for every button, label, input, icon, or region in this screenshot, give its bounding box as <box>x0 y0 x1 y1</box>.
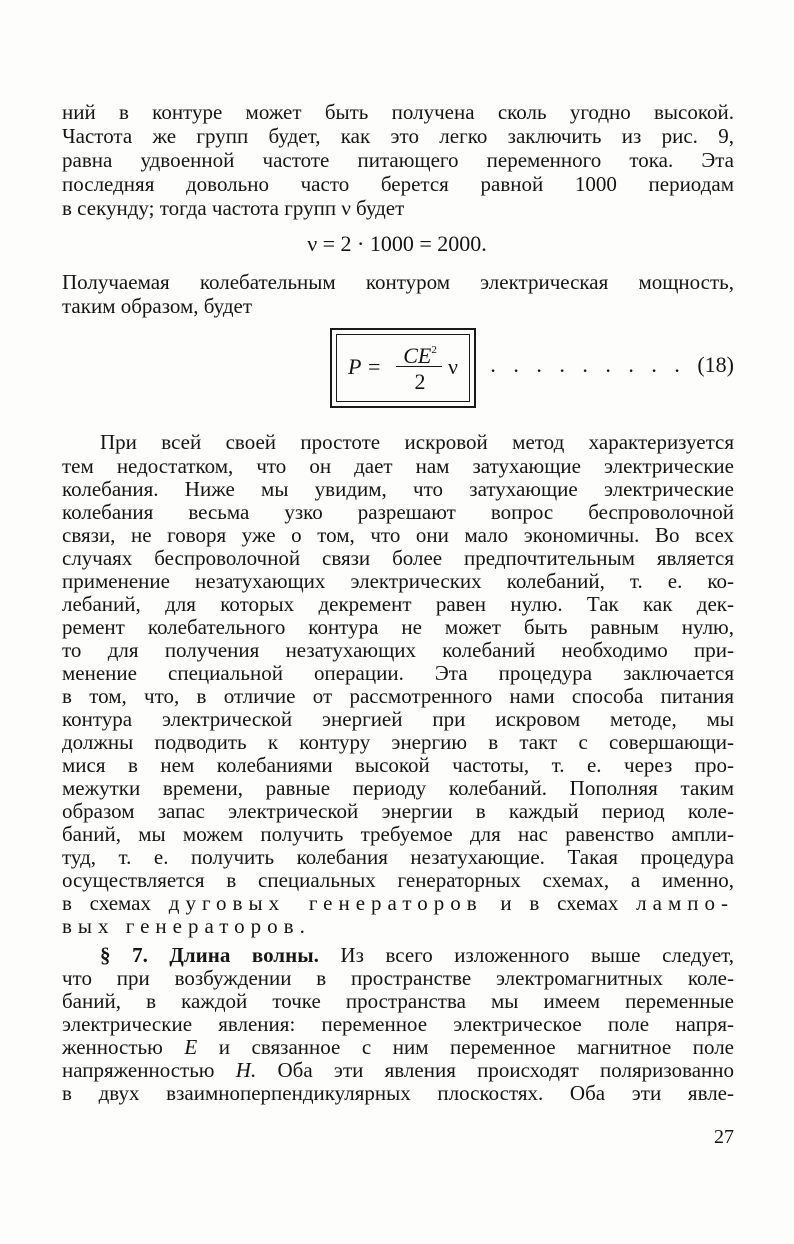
text-line: что при возбуждении в пространстве электромагнитных коле- <box>62 966 734 990</box>
text-line: в двух взаимноперпендикулярных плоскостях. Оба эти явле- <box>62 1081 734 1105</box>
text-line: контура электрической энергией при искровом методе, мы <box>62 707 734 731</box>
text-line: лебаний, для которых декремент равен нулю. Так как дек- <box>62 592 734 616</box>
text-line: то для получения незатухающих колебаний необходимо при- <box>62 638 734 662</box>
text-line: Получаемая колебательным контуром электрическая мощность, <box>62 270 734 294</box>
leader-dots: . . . . . . . . . <box>490 352 686 377</box>
text-line: мися в нем колебаниями высокой частоты, т. е. через про- <box>62 753 734 777</box>
text-line: ремент колебательного контура не может быть равным нулю, <box>62 615 734 639</box>
fraction-bar <box>396 366 442 367</box>
text-line: последняя довольно часто берется равной 1000 периодам <box>62 172 734 196</box>
text-line: в секунду; тогда частота групп ν будет <box>62 196 405 220</box>
symbol-H: H. <box>235 1058 257 1082</box>
term-tube-generators: лампо- <box>636 891 734 915</box>
text-line: в том, что, в отличие от рассмотренного нами способа питания <box>62 684 734 708</box>
section-heading: § 7. Длина волны. <box>100 943 319 967</box>
formula-lhs: P <box>348 354 362 379</box>
equation-frequency: ν = 2 · 1000 = 2000. <box>307 231 487 256</box>
section-heading-line: § 7. Длина волны. Из всего изложенного выше следует, <box>100 943 734 967</box>
text-line: Частота же групп будет, как это легко заключить из рис. 9, <box>62 124 734 148</box>
text-line: менение специальной операции. Эта процедура заключается <box>62 661 734 685</box>
formula-exponent: 2 <box>431 344 437 356</box>
text-line: баний, в каждой точке пространства мы имеем переменные <box>62 989 734 1013</box>
text-line: равна удвоенной частоте питающего переменного тока. Эта <box>62 148 734 172</box>
text-line: связи, не говоря уже о том, что они мало экономичны. Во всех <box>62 523 734 547</box>
text-line: должны подводить к контуру энергию в такт с совершающи- <box>62 730 734 754</box>
text-line: колебания. Ниже мы увидим, что затухающие электрические <box>62 477 734 501</box>
text-line: напряженностью H. Оба эти явления происходят поляризованно <box>62 1058 735 1082</box>
text-line: тем недостатком, что он дает нам затухающие электрические <box>62 454 734 478</box>
text-line: таким образом, будет <box>62 294 253 318</box>
text-line: осуществляется в специальных генераторных схемах, а именно, <box>62 868 734 892</box>
formula-numerator: $CE^2$ <box>403 343 437 368</box>
text-line: электрические явления: переменное электрическое поле напря- <box>62 1012 734 1036</box>
text-line: колебания весьма узко разрешают вопрос беспроволочной <box>62 500 734 524</box>
equation-label: (18) <box>697 352 734 377</box>
equation-number <box>490 352 734 378</box>
text-line: применение незатухающих электрических колебаний, т. е. ко- <box>62 569 734 593</box>
page-number: 27 <box>714 1126 734 1148</box>
formula-factor: ν <box>448 354 458 379</box>
text-line: При всей своей простоте искровой метод характеризуется <box>100 430 734 454</box>
text-line: межутки времени, равные периоду колебаний. Пополняя таким <box>62 776 734 800</box>
text-line: ний в контуре может быть получена сколь угодно высокой. <box>62 100 734 124</box>
formula-denominator: 2 <box>414 369 426 394</box>
text-line-spaced: в схемах дуговых генераторов и в схемах лампо- <box>62 891 734 915</box>
text-line: случаях беспроволочной связи более предпочтительным является <box>62 546 734 570</box>
formula-box <box>330 328 476 408</box>
text-line: вых генераторов. <box>62 914 311 938</box>
text-line: баний, мы можем получить требуемое для нас равенство ампли- <box>62 822 734 846</box>
formula-equals: = <box>368 354 381 379</box>
text-line: туд, т. е. получить колебания незатухающие. Такая процедура <box>62 845 734 869</box>
term-arc-generators: дуговых генераторов <box>168 891 483 915</box>
text-line: образом запас электрической энергии в каждый период коле- <box>62 799 734 823</box>
text-line: женностью E и связанное с ним переменное магнитное поле <box>62 1035 734 1059</box>
symbol-E: E <box>184 1035 198 1059</box>
